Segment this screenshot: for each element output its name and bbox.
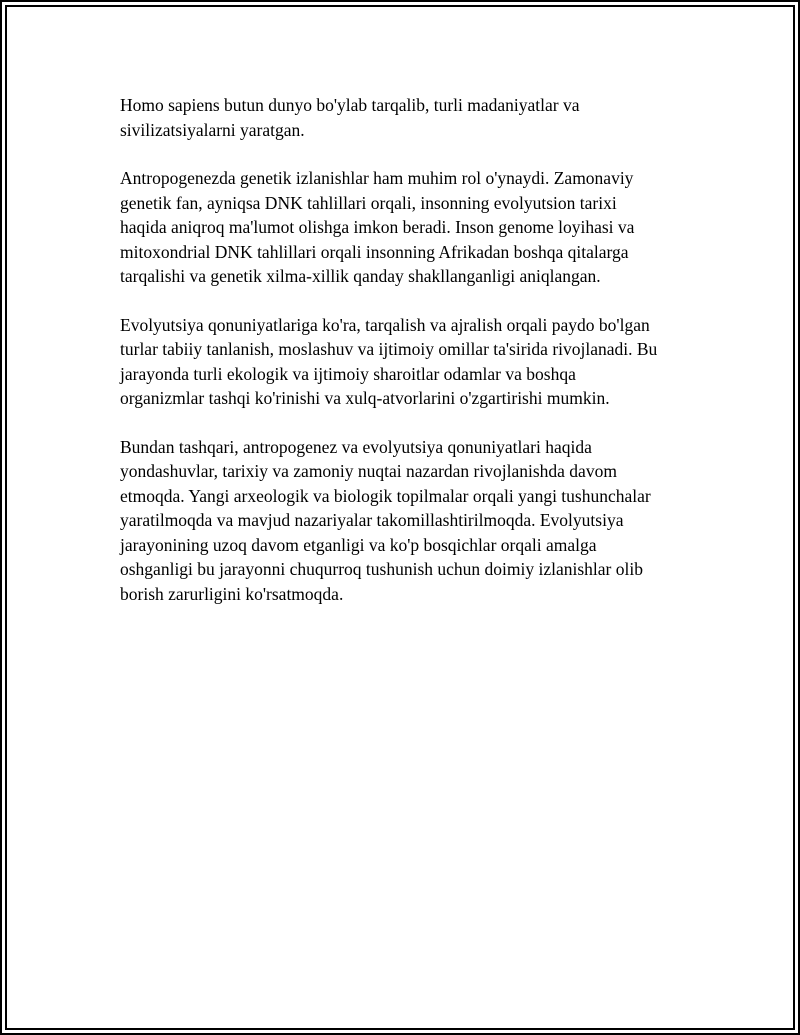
text-line: organizmlar tashqi ko'rinishi va xulq-atvorlarini o'zgartirishi mumkin.: [120, 388, 610, 408]
paragraph-homo-sapiens: [120, 93, 720, 142]
paragraph-approaches: [120, 435, 720, 607]
text-line: jarayonining uzoq davom etganligi va ko'p bosqichlar orqali amalga: [120, 534, 597, 555]
text-line: turlar tabiiy tanlanish, moslashuv va ijtimoiy omillar ta'sirida rivojlanadi. Bu: [120, 339, 658, 359]
document-body: [120, 93, 720, 630]
text-line: etmoqda. Yangi arxeologik va biologik topilmalar orqali yangi tushunchalar: [120, 485, 651, 506]
text-line: Evolyutsiya qonuniyatlariga ko'ra, tarqalish va ajralish orqali paydo bo'lgan: [120, 314, 650, 335]
text-line: genetik fan, ayniqsa DNK tahlillari orqali, insonning evolyutsion tarixi: [120, 192, 617, 213]
text-line: yondashuvlar, tarixiy va zamoniy nuqtai nazardan rivojlanishda davom: [120, 461, 617, 481]
text-line: tarqalishi va genetik xilma-xillik qanday shakllanganligi aniqlangan.: [120, 266, 601, 286]
text-line: oshganligi bu jarayonni chuqurroq tushunish uchun doimiy izlanishlar olib: [120, 559, 643, 579]
text-line: yaratilmoqda va mavjud nazariyalar takomillashtirilmoqda. Evolyutsiya: [120, 510, 624, 530]
text-line: Homo sapiens butun dunyo bo'ylab tarqalib, turli madaniyatlar va: [120, 95, 580, 115]
text-line: Antropogenezda genetik izlanishlar ham muhim rol o'ynaydi. Zamonaviy: [120, 168, 634, 188]
text-line: sivilizatsiyalarni yaratgan.: [120, 119, 305, 140]
text-line: haqida aniqroq ma'lumot olishga imkon beradi. Inson genome loyihasi va: [120, 217, 635, 237]
paragraph-genetics: [120, 166, 720, 289]
paragraph-evolution-laws: [120, 313, 720, 411]
text-line: jarayonda turli ekologik va ijtimoiy sharoitlar odamlar va boshqa: [120, 363, 576, 384]
text-line: borish zarurligini ko'rsatmoqda.: [120, 583, 344, 604]
text-line: Bundan tashqari, antropogenez va evolyutsiya qonuniyatlari haqida: [120, 436, 592, 457]
text-line: mitoxondrial DNK tahlillari orqali insonning Afrikadan boshqa qitalarga: [120, 241, 629, 262]
